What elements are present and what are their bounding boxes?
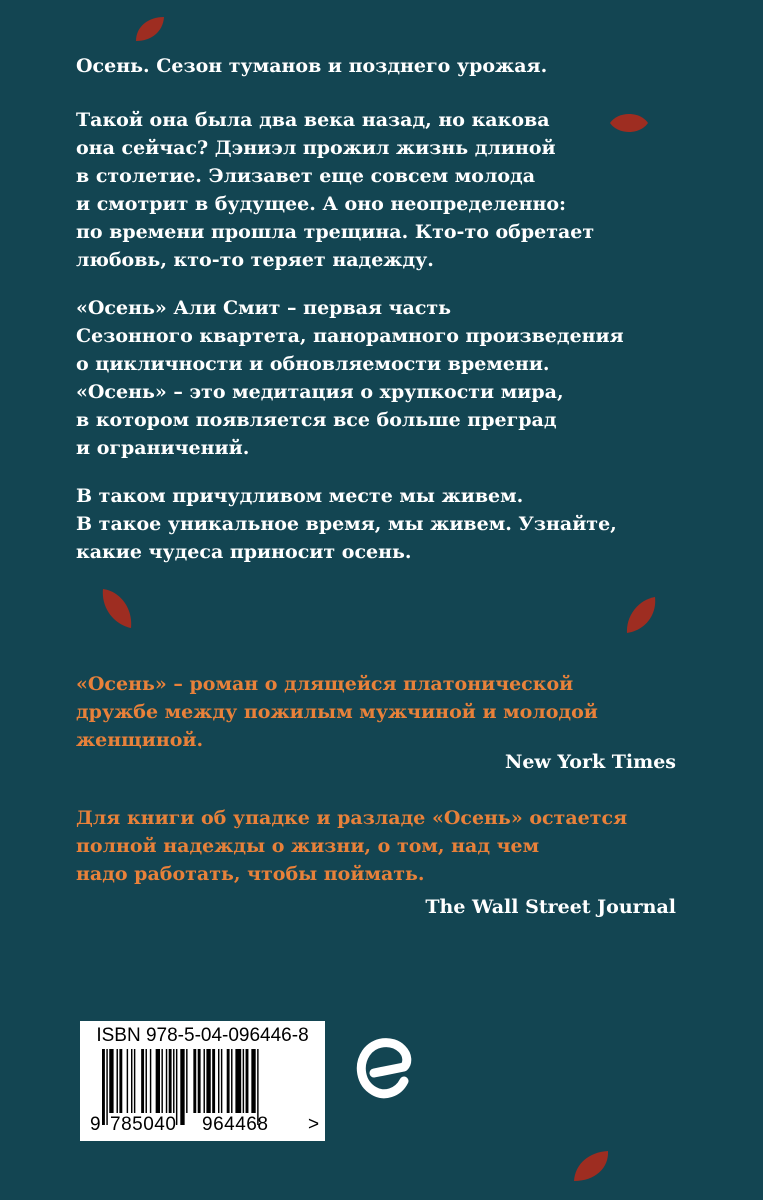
barcode-bar	[117, 1049, 118, 1113]
barcode-bar	[186, 1049, 187, 1113]
quote-line: женщиной.	[76, 729, 204, 751]
text-line: и смотрит в будущее. А оно неопределенно:	[76, 193, 567, 215]
barcode-bar	[169, 1049, 172, 1113]
text-line: по времени прошла трещина. Кто-то обретает	[76, 221, 595, 243]
text-line: и ограничений.	[76, 437, 250, 459]
text-line: какие чудеса приносит осень.	[76, 541, 412, 563]
isbn-barcode	[80, 1021, 325, 1141]
barcode-bar	[166, 1049, 167, 1113]
text-line: В таком причудливом месте мы живем.	[76, 485, 524, 507]
text-line: она сейчас? Дэниэл прожил жизнь длиной	[76, 137, 556, 159]
description-paragraph-1	[76, 52, 716, 80]
barcode-bar	[231, 1049, 232, 1113]
barcode-bar	[206, 1049, 210, 1113]
barcode-bar	[109, 1049, 113, 1113]
text-line: о цикличности и обновляемости времени.	[76, 353, 550, 375]
review-quote-2	[76, 804, 716, 888]
barcode-bar	[134, 1049, 135, 1113]
leaf-icon	[571, 1148, 611, 1184]
barcode-bar	[119, 1049, 122, 1113]
text-line: в столетие. Элизавет еще совсем молода	[76, 165, 536, 187]
barcode-bar	[221, 1049, 222, 1113]
quote-line: полной надежды о жизни, о том, над чем	[76, 835, 540, 857]
barcode-bar	[141, 1049, 144, 1113]
isbn-text: ISBN 978-5-04-096446-8	[96, 1025, 309, 1046]
text-line: Осень. Сезон туманов и позднего урожая.	[76, 55, 548, 77]
leaf-icon	[133, 14, 167, 44]
barcode-bar	[102, 1049, 105, 1125]
text-line: любовь, кто-то теряет надежду.	[76, 249, 434, 271]
text-line: в котором появляется все больше преград	[76, 409, 557, 431]
barcode-bar	[198, 1049, 201, 1113]
barcode-bar	[204, 1049, 205, 1113]
barcode-bar	[127, 1049, 128, 1113]
barcode-bar	[131, 1049, 132, 1113]
description-paragraph-3	[76, 294, 716, 462]
barcode-bar	[218, 1049, 219, 1113]
review-source-2: The Wall Street Journal	[425, 896, 676, 918]
text-line: Такой она была два века назад, но какова	[76, 109, 550, 131]
barcode-bar	[161, 1049, 162, 1113]
review-quote-1	[76, 670, 716, 754]
barcode-digit-group: >	[308, 1114, 320, 1135]
barcode-bar	[227, 1049, 230, 1113]
barcode-bar	[212, 1049, 215, 1113]
text-line: В такое уникальное время, мы живем. Узнайте,	[76, 513, 617, 535]
quote-line: «Осень» – роман о длящейся платонической	[76, 673, 574, 695]
quote-line: Для книги об упадке и разладе «Осень» остается	[76, 807, 628, 829]
text-line: «Осень» – это медитация о хрупкости мира,	[76, 381, 564, 403]
barcode-bar	[180, 1049, 184, 1125]
barcode-bar	[150, 1049, 151, 1113]
barcode-digit-group: 9	[90, 1114, 102, 1135]
leaf-icon	[99, 585, 135, 631]
barcode-digit-group: 785040	[110, 1114, 177, 1135]
barcode-bar	[146, 1049, 147, 1113]
barcode-bar	[235, 1049, 241, 1113]
quote-line: дружбе между пожилым мужчиной и молодой	[76, 701, 598, 723]
text-line: Сезонного квартета, панорамного произведения	[76, 325, 624, 347]
barcode-bar	[243, 1049, 244, 1113]
barcode-bar	[246, 1049, 249, 1113]
barcode-bar	[156, 1049, 160, 1113]
review-source-1: New York Times	[504, 751, 676, 773]
barcode-bar	[173, 1049, 174, 1113]
barcode-bar	[251, 1049, 255, 1113]
description-paragraph-4	[76, 482, 716, 566]
text-line: «Осень» Али Смит – первая часть	[76, 297, 452, 319]
leaf-icon	[624, 594, 658, 636]
description-paragraph-2	[76, 106, 716, 274]
barcode-bar	[106, 1049, 107, 1125]
barcode-bar	[193, 1049, 196, 1113]
barcode-digit-group: 964468	[202, 1114, 269, 1135]
publisher-logo-icon	[354, 1031, 412, 1101]
quote-line: надо работать, чтобы поймать.	[76, 863, 425, 885]
